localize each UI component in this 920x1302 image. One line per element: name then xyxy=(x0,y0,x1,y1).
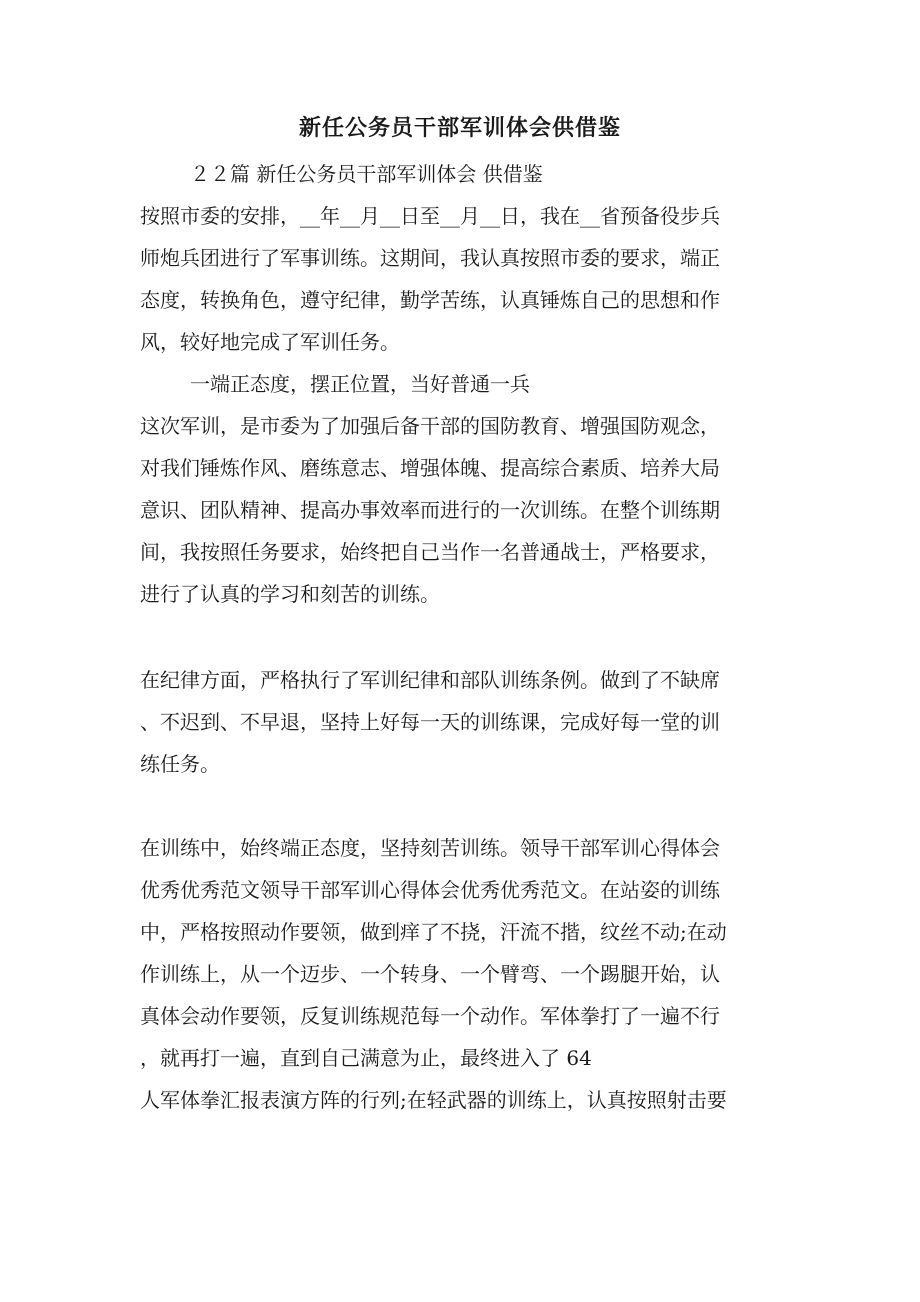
text-line: 按照市委的安排，__年__月__日至__月__日，我在__省预备役步兵 xyxy=(140,204,720,228)
text-line: 风，较好地完成了军训任务。 xyxy=(140,330,400,354)
text-line: 练任务。 xyxy=(140,752,220,776)
text-line: 人军体拳汇报表演方阵的行列;在轻武器的训练上，认真按照射击要 xyxy=(140,1088,727,1112)
text-line: 在训练中，始终端正态度，坚持刻苦训练。领导干部军训心得体会 xyxy=(140,836,720,860)
document-subtitle: ２２篇 新任公务员干部军训体会 供借鉴 xyxy=(190,162,543,186)
text-line: 、不迟到、不早退，坚持上好每一天的训练课，完成好每一堂的训 xyxy=(140,710,720,734)
text-line: 进行了认真的学习和刻苦的训练。 xyxy=(140,582,440,606)
document-title: 新任公务员干部军训体会供借鉴 xyxy=(298,115,621,141)
text-line: 师炮兵团进行了军事训练。这期间，我认真按照市委的要求，端正 xyxy=(140,246,720,270)
text-line: 中，严格按照动作要领，做到痒了不挠，汗流不揩，纹丝不动;在动 xyxy=(140,920,727,944)
text-line: 真体会动作要领，反复训练规范每一个动作。军体拳打了一遍不行 xyxy=(140,1004,720,1028)
text-line: 这次军训，是市委为了加强后备干部的国防教育、增强国防观念， xyxy=(140,414,720,438)
text-line: 态度，转换角色，遵守纪律，勤学苦练，认真锤炼自己的思想和作 xyxy=(140,288,720,312)
text-line: 作训练上，从一个迈步、一个转身、一个臂弯、一个踢腿开始，认 xyxy=(140,962,720,986)
text-line: 优秀优秀范文领导干部军训心得体会优秀优秀范文。在站姿的训练 xyxy=(140,878,720,902)
text-line: ，就再打一遍，直到自己满意为止，最终进入了 64 xyxy=(140,1046,592,1070)
text-line: 意识、团队精神、提高办事效率而进行的一次训练。在整个训练期 xyxy=(140,498,720,522)
text-line: 间，我按照任务要求，始终把自己当作一名普通战士，严格要求， xyxy=(140,540,720,564)
section-heading: 一端正态度，摆正位置，当好普通一兵 xyxy=(190,372,530,396)
text-line: 在纪律方面，严格执行了军训纪律和部队训练条例。做到了不缺席 xyxy=(140,668,720,692)
text-line: 对我们锤炼作风、磨练意志、增强体魄、提高综合素质、培养大局 xyxy=(140,456,720,480)
